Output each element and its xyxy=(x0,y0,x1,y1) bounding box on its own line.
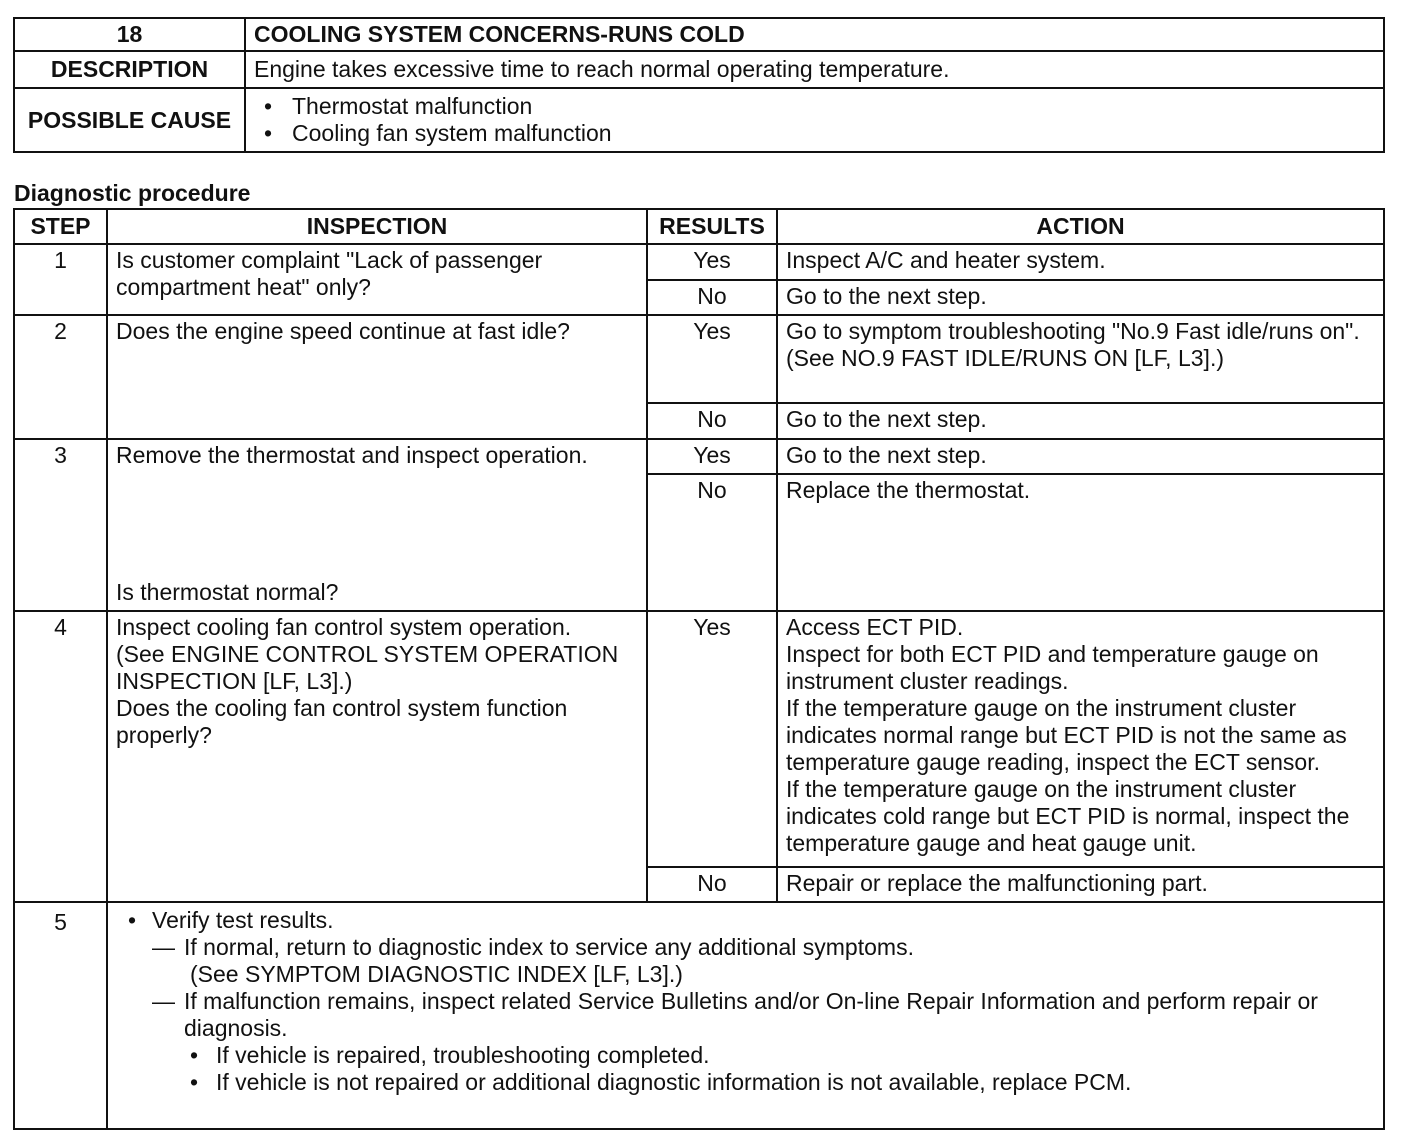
result-yes: Yes xyxy=(647,439,777,474)
summary-table xyxy=(13,17,1385,153)
possible-cause-row xyxy=(14,88,1384,152)
procedure-table xyxy=(13,208,1385,1130)
step-number: 5 xyxy=(14,902,107,1129)
action-text: If the temperature gauge on the instrument cluster indicates normal range but ECT PID is not the same as temperature gauge reading, inspect the ECT sensor. xyxy=(786,695,1347,775)
symptom-title: COOLING SYSTEM CONCERNS-RUNS COLD xyxy=(245,18,1384,51)
not-repaired-item: • If vehicle is not repaired or additional diagnostic information is not available, replace PCM. xyxy=(120,1069,1377,1096)
step-row xyxy=(14,244,1384,280)
possible-cause-list-cell xyxy=(245,88,1384,152)
action-text: Go to the next step. xyxy=(777,280,1384,315)
step-number: 1 xyxy=(14,244,107,315)
verify-item: • Verify test results. xyxy=(120,907,1377,934)
procedure-header-row xyxy=(14,209,1384,244)
inspection-question: Does the cooling fan control system function properly? xyxy=(116,695,568,748)
step-number: 2 xyxy=(14,315,107,439)
action-text: Go to symptom troubleshooting "No.9 Fast idle/runs on". xyxy=(786,318,1360,344)
step-number: 4 xyxy=(14,611,107,902)
step-row xyxy=(14,611,1384,867)
summary-title-row xyxy=(14,18,1384,51)
result-no: No xyxy=(647,280,777,315)
header-step: STEP xyxy=(14,209,107,244)
normal-reference: (See SYMPTOM DIAGNOSTIC INDEX [LF, L3].) xyxy=(190,961,683,987)
inspection-text: Does the engine speed continue at fast idle? xyxy=(107,315,647,439)
action-cell xyxy=(777,315,1384,403)
symptom-number: 18 xyxy=(14,18,245,51)
procedure-heading: Diagnostic procedure xyxy=(14,180,251,206)
action-text: If the temperature gauge on the instrument cluster indicates cold range but ECT PID is normal, inspect the temperature gauge and heat gauge unit. xyxy=(786,776,1350,856)
inspection-text: Remove the thermostat and inspect operation. xyxy=(116,442,588,468)
step5-cell xyxy=(107,902,1384,1129)
action-text: Access ECT PID. xyxy=(786,614,964,640)
step-number: 3 xyxy=(14,439,107,611)
action-text: Inspect for both ECT PID and temperature gauge on instrument cluster readings. xyxy=(786,641,1319,694)
cause-item: • Cooling fan system malfunction xyxy=(254,120,1375,147)
description-row xyxy=(14,51,1384,88)
result-yes: Yes xyxy=(647,315,777,403)
action-text: Replace the thermostat. xyxy=(777,474,1384,611)
step-row xyxy=(14,315,1384,403)
result-yes: Yes xyxy=(647,611,777,867)
inspection-reference: (See ENGINE CONTROL SYSTEM OPERATION INSPECTION [LF, L3].) xyxy=(116,641,619,694)
result-no: No xyxy=(647,474,777,611)
malfunction-item: — If malfunction remains, inspect related Service Bulletins and/or On-line Repair Information and perform repair or diagnosis. xyxy=(120,988,1377,1042)
description-label: DESCRIPTION xyxy=(14,51,245,88)
action-text: Go to the next step. xyxy=(777,403,1384,439)
inspection-cell xyxy=(107,439,647,611)
result-no: No xyxy=(647,403,777,439)
action-reference: (See NO.9 FAST IDLE/RUNS ON [LF, L3].) xyxy=(786,345,1224,371)
step-row xyxy=(14,902,1384,1129)
inspection-question: Is thermostat normal? xyxy=(116,579,339,605)
header-results: RESULTS xyxy=(647,209,777,244)
inspection-text: Is customer complaint "Lack of passenger compartment heat" only? xyxy=(107,244,647,315)
action-cell xyxy=(777,611,1384,867)
repaired-item: • If vehicle is repaired, troubleshooting completed. xyxy=(120,1042,1377,1069)
possible-cause-list xyxy=(254,93,1375,147)
step-row xyxy=(14,439,1384,474)
cause-item: • Thermostat malfunction xyxy=(254,93,1375,120)
inspection-cell xyxy=(107,611,647,902)
header-action: ACTION xyxy=(777,209,1384,244)
action-text: Go to the next step. xyxy=(777,439,1384,474)
result-no: No xyxy=(647,867,777,902)
action-text: Inspect A/C and heater system. xyxy=(777,244,1384,280)
action-text: Repair or replace the malfunctioning part. xyxy=(777,867,1384,902)
inspection-text: Inspect cooling fan control system operation. xyxy=(116,614,572,640)
normal-item: — If normal, return to diagnostic index to service any additional symptoms. xyxy=(120,934,1377,961)
result-yes: Yes xyxy=(647,244,777,280)
header-inspection: INSPECTION xyxy=(107,209,647,244)
description-text: Engine takes excessive time to reach normal operating temperature. xyxy=(245,51,1384,88)
possible-cause-label: POSSIBLE CAUSE xyxy=(14,88,245,152)
